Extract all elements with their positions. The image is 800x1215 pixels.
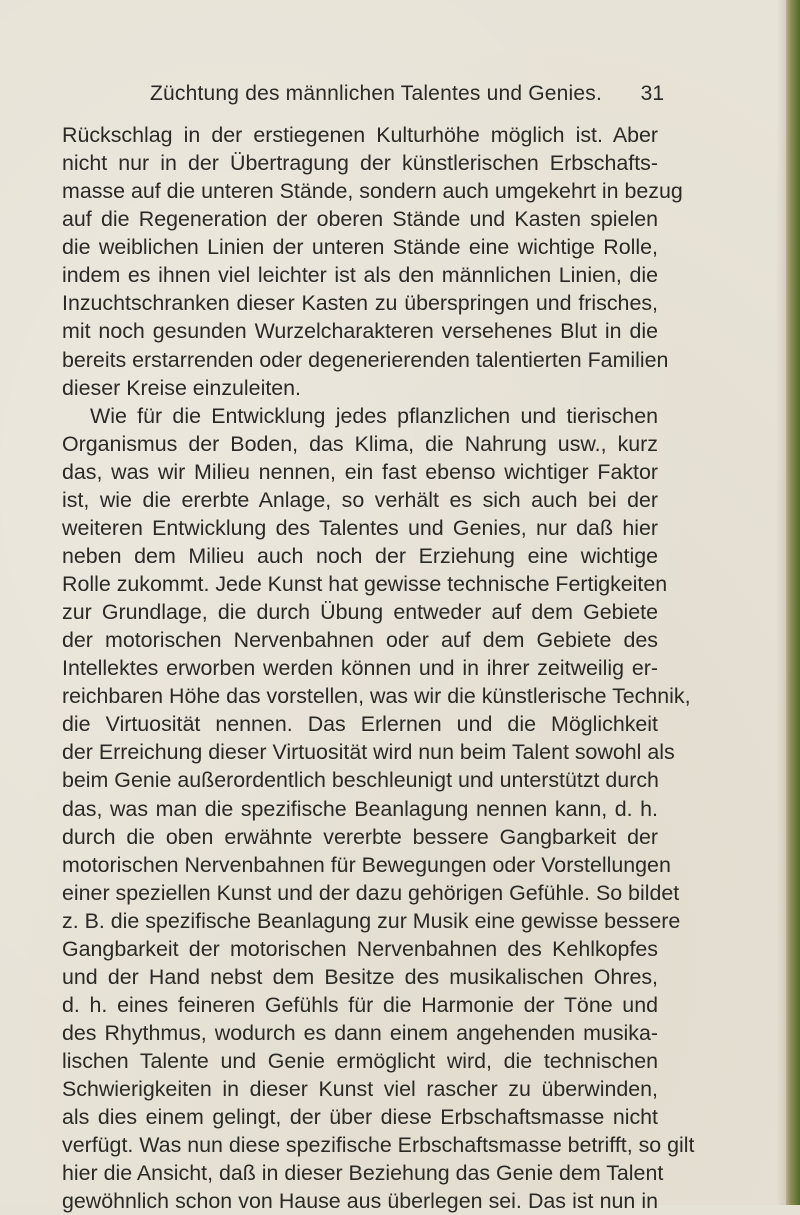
text-line: beim Genie außerordentlich beschleunigt und unterstützt durch xyxy=(62,768,659,793)
text-line: verfügt. Was nun diese spezifische Erbschaftsmasse betrifft, so gilt xyxy=(62,1133,695,1158)
text-line: des Rhythmus, wodurch es dann einem angehenden musika- xyxy=(62,1021,658,1045)
text-line: der motorischen Nervenbahnen oder auf dem Gebiete des xyxy=(62,628,658,653)
text-line: motorischen Nervenbahnen für Bewegungen oder Vorstellungen xyxy=(62,852,671,877)
text-line: dieser Kreise einzuleiten. xyxy=(62,375,301,400)
text-line: bereits erstarrenden oder degenerierenden talentierten Familien xyxy=(62,347,669,372)
text-line: das, was man die spezifische Beanlagung nennen kann, d. h. xyxy=(62,796,658,821)
running-title: Züchtung des männlichen Talentes und Genies. xyxy=(150,82,603,105)
text-line: das, was wir Milieu nennen, ein fast ebenso wichtiger Faktor xyxy=(62,459,658,484)
page-number: 31 xyxy=(640,82,664,105)
text-line: auf die Regeneration der oberen Stände und Kasten spielen xyxy=(62,207,658,232)
text-line: nicht nur in der Übertragung der künstlerischen Erbschafts- xyxy=(62,151,658,176)
text-line: Organismus der Boden, das Klima, die Nahrung usw., kurz xyxy=(62,431,658,456)
text-line: Gangbarkeit der motorischen Nervenbahnen des Kehlkopfes xyxy=(62,936,658,961)
text-line: d. h. eines feineren Gefühls für die Harmonie der Töne und xyxy=(62,992,658,1017)
text-line: neben dem Milieu auch noch der Erziehung eine wichtige xyxy=(62,543,658,568)
body-text xyxy=(62,121,695,1215)
text-line: zur Grundlage, die durch Übung entweder auf dem Gebiete xyxy=(62,600,658,625)
text-line: mit noch gesunden Wurzelcharakteren versehenes Blut in die xyxy=(62,319,658,344)
text-line: Wie für die Entwicklung jedes pflanzlichen und tierischen xyxy=(90,403,658,428)
page-header xyxy=(62,82,664,112)
page-edge-shadow xyxy=(776,0,786,1205)
text-line: durch die oben erwähnte vererbte bessere Gangbarkeit der xyxy=(62,824,658,849)
text-line: ist, wie die ererbte Anlage, so verhält es sich auch bei der xyxy=(62,487,658,512)
text-line: der Erreichung dieser Virtuosität wird nun beim Talent sowohl als xyxy=(62,740,675,765)
text-line: lischen Talente und Genie ermöglicht wird, die technischen xyxy=(62,1049,658,1074)
text-line: masse auf die unteren Stände, sondern auch umgekehrt in bezug xyxy=(62,179,683,204)
text-line: Schwierigkeiten in dieser Kunst viel rascher zu überwinden, xyxy=(62,1077,658,1102)
text-line: gewöhnlich schon von Hause aus überlegen sei. Das ist nun in xyxy=(62,1189,658,1214)
book-edge xyxy=(786,0,800,1205)
text-line: als dies einem gelingt, der über diese Erbschaftsmasse nicht xyxy=(62,1105,658,1130)
text-line: z. B. die spezifische Beanlagung zur Musik eine gewisse bessere xyxy=(62,908,681,933)
text-line: einer speziellen Kunst und der dazu gehörigen Gefühle. So bildet xyxy=(62,880,680,905)
text-line: hier die Ansicht, daß in dieser Beziehung das Genie dem Talent xyxy=(62,1161,664,1186)
text-line: Rückschlag in der erstiegenen Kulturhöhe möglich ist. Aber xyxy=(62,123,658,147)
text-line: die weiblichen Linien der unteren Stände eine wichtige Rolle, xyxy=(62,235,658,260)
text-line: und der Hand nebst dem Besitze des musikalischen Ohres, xyxy=(62,964,658,989)
text-line: Inzuchtschranken dieser Kasten zu überspringen und frisches, xyxy=(62,291,658,316)
text-line: weiteren Entwicklung des Talentes und Genies, nur daß hier xyxy=(62,515,658,540)
text-line: reichbaren Höhe das vorstellen, was wir die künstlerische Technik, xyxy=(62,684,691,709)
text-line: die Virtuosität nennen. Das Erlernen und die Möglichkeit xyxy=(62,712,658,737)
text-line: indem es ihnen viel leichter ist als den männlichen Linien, die xyxy=(62,263,658,288)
text-line: Intellektes erworben werden können und in ihrer zeitweilig er- xyxy=(62,656,658,681)
text-line: Rolle zukommt. Jede Kunst hat gewisse technische Fertigkeiten xyxy=(62,572,668,596)
